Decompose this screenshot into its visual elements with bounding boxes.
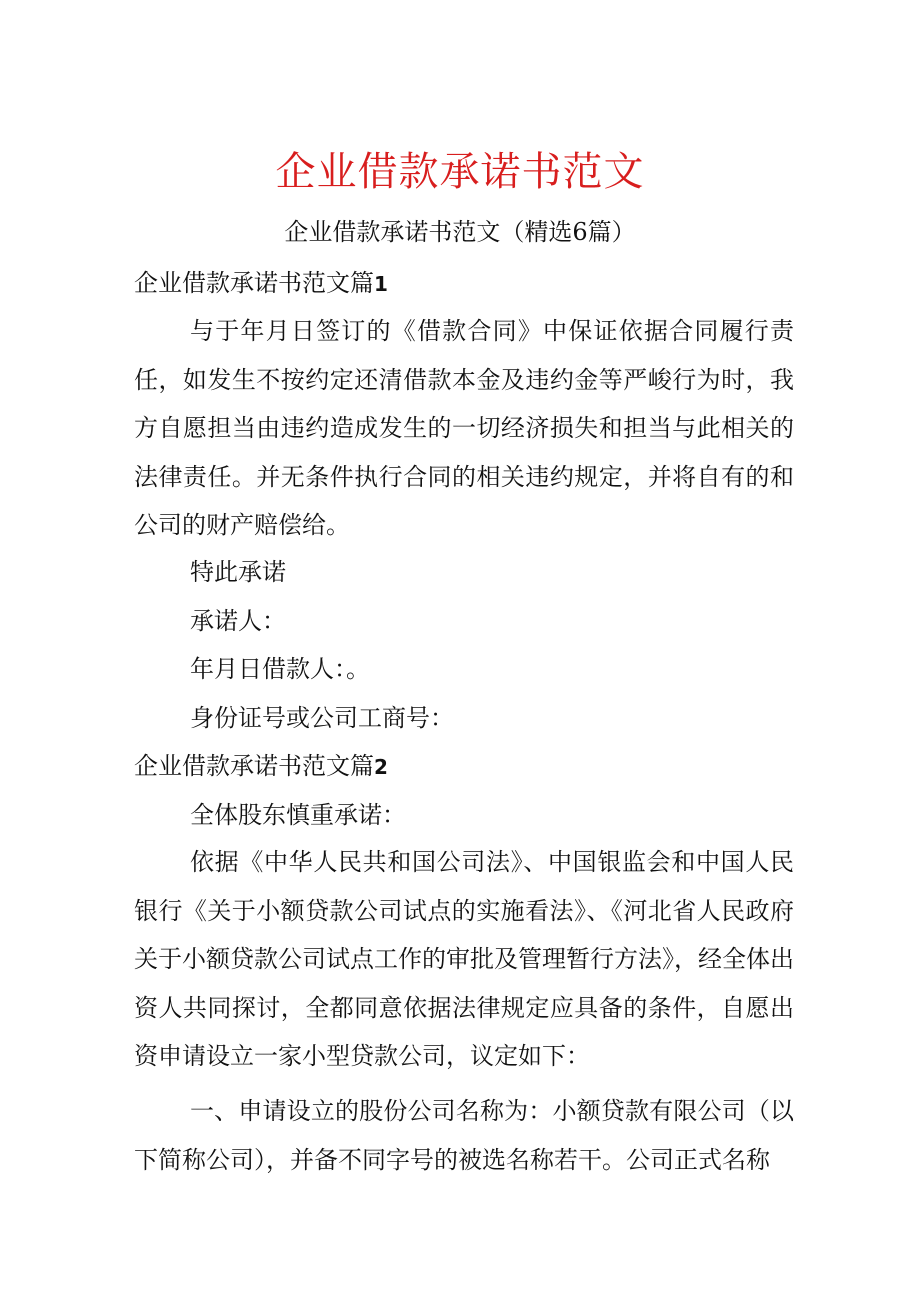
section-1-line-pledge: 特此承诺 [190,558,286,586]
section-1-line-borrower: 年月日借款人：。 [190,655,370,683]
section-1-heading-text: 企业借款承诺书范文篇 [134,269,374,297]
section-2-heading-text: 企业借款承诺书范文篇 [134,752,374,780]
section-1-line-id-number: 身份证号或公司工商号： [190,704,454,732]
section-1-paragraph: 与于年月日签订的《借款合同》中保证依据合同履行责任，如发生不按约定还清借款本金及违约金等严峻行为时，我方自愿担当由违约造成发生的一切经济损失和担当与此相关的法律责任。并无条件执行合同的相关违约规定，并将自有的和公司的财产赔偿给。 [134,317,794,539]
section-2-intro: 全体股东慎重承诺： [190,801,406,829]
section-2-heading [134,748,794,785]
section-1-heading [134,265,794,302]
document-subtitle: 企业借款承诺书范文（精选6篇） [284,218,636,246]
section-1-line-promisor: 承诺人： [190,607,286,635]
document-title: 企业借款承诺书范文 [275,149,645,195]
section-2-heading-number: 2 [374,755,388,779]
section-2-paragraph-1: 依据《中华人民共和国公司法》、中国银监会和中国人民银行《关于小额贷款公司试点的实施看法》、《河北省人民政府关于小额贷款公司试点工作的审批及管理暂行方法》，经全体出资人共同探讨，全都同意依据法律规定应具备的条件，自愿出资申请设立一家小型贷款公司，议定如下： [134,848,794,1070]
section-2-paragraph-2: 一、申请设立的股份公司名称为：小额贷款有限公司（以下简称公司），并备不同字号的被选名称若干。公司正式名称 [134,1097,794,1174]
section-1-heading-number: 1 [374,272,388,296]
